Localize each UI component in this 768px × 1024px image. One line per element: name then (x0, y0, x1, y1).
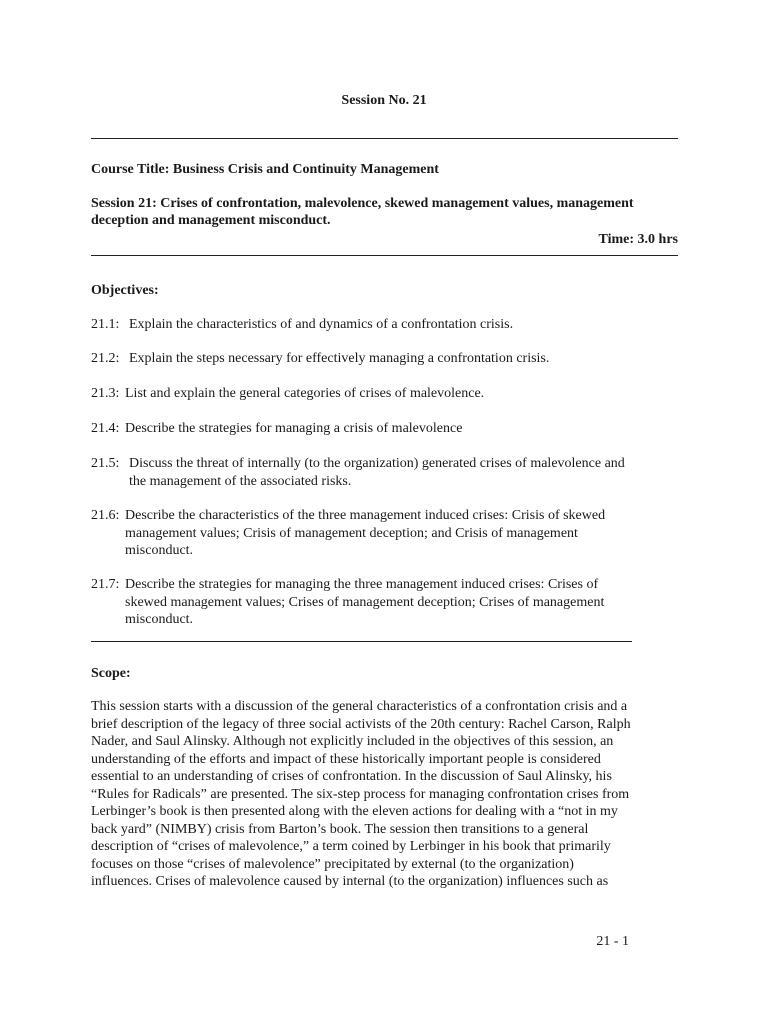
scope-paragraph (91, 698, 681, 891)
scope-line: back yard” (NIMBY) crisis from Barton’s book. The session then transitions to a general (91, 821, 589, 837)
scope-line: influences. Crises of malevolence caused by internal (to the organization) influences such as (91, 874, 609, 889)
session-heading-line1: Session 21: Crises of confrontation, malevolence, skewed management values, management (91, 196, 634, 211)
objective-text: skewed management values; Crises of management deception; Crises of management (125, 594, 605, 610)
scope-line: brief description of the legacy of three social activists of the 20th century: Rachel Carson, Ralph (91, 716, 631, 732)
divider-after-objectives (91, 641, 632, 642)
objective-text: Describe the strategies for managing the three management induced crises: Crises of (125, 577, 599, 592)
scope-line: essential to an understanding of crises of confrontation. In the discussion of Saul Alinsky, his (91, 769, 612, 784)
objective-item (91, 316, 681, 334)
objective-item (91, 507, 681, 560)
scope-line: focuses on those “crises of malevolence” precipitated by external (to the organization) (91, 856, 574, 872)
objectives-heading: Objectives: (91, 283, 159, 298)
scope-line: understanding of the efforts and impact of these historically important people is considered (91, 751, 601, 767)
objective-text: misconduct. (125, 543, 194, 558)
objective-text: Discuss the threat of internally (to the organization) generated crises of malevolence and (129, 456, 625, 471)
course-title: Course Title: Business Crisis and Continuity Management (91, 162, 439, 177)
objective-item (91, 350, 681, 368)
objective-number: 21.7: (91, 577, 120, 592)
objective-text: the management of the associated risks. (129, 473, 352, 489)
objective-number: 21.1: (91, 317, 120, 332)
objective-number: 21.5: (91, 456, 120, 471)
objective-text: List and explain the general categories of crises of malevolence. (125, 386, 485, 401)
divider-after-time (91, 255, 678, 256)
scope-line: “Rules for Radicals” are presented. The six-step process for managing confrontation crises from (91, 786, 630, 802)
scope-line: This session starts with a discussion of the general characteristics of a confrontation crisis and a (91, 699, 628, 714)
objective-text: Describe the characteristics of the three management induced crises: Crisis of skewed (125, 508, 606, 523)
objective-item (91, 576, 681, 629)
divider-top (91, 138, 678, 139)
objective-text: Explain the steps necessary for effectively managing a confrontation crisis. (129, 351, 550, 366)
objective-number: 21.3: (91, 386, 120, 401)
scope-line: description of “crises of malevolence,” a term coined by Lerbinger in his book that primarily (91, 839, 611, 854)
objective-item (91, 455, 681, 490)
session-number: Session No. 21 (341, 93, 427, 108)
scope-heading: Scope: (91, 666, 131, 681)
scope-line: Nader, and Saul Alinsky. Although not explicitly included in the objectives of this session, an (91, 734, 614, 749)
objective-item (91, 385, 681, 403)
objective-number: 21.6: (91, 508, 120, 523)
page-number: 21 - 1 (596, 934, 629, 949)
objective-number: 21.4: (91, 421, 120, 436)
session-heading-line2: deception and management misconduct. (91, 213, 331, 228)
objective-text: management values; Crisis of management deception; and Crisis of management (125, 525, 578, 541)
session-time: Time: 3.0 hrs (598, 232, 678, 247)
objective-item (91, 420, 681, 438)
scope-line: Lerbinger’s book is then presented along with the eleven actions for dealing with a “not in my (91, 804, 618, 819)
objective-text: misconduct. (125, 612, 194, 627)
objective-number: 21.2: (91, 351, 120, 366)
objective-text: Describe the strategies for managing a crisis of malevolence (125, 421, 463, 436)
objective-text: Explain the characteristics of and dynamics of a confrontation crisis. (129, 317, 514, 332)
